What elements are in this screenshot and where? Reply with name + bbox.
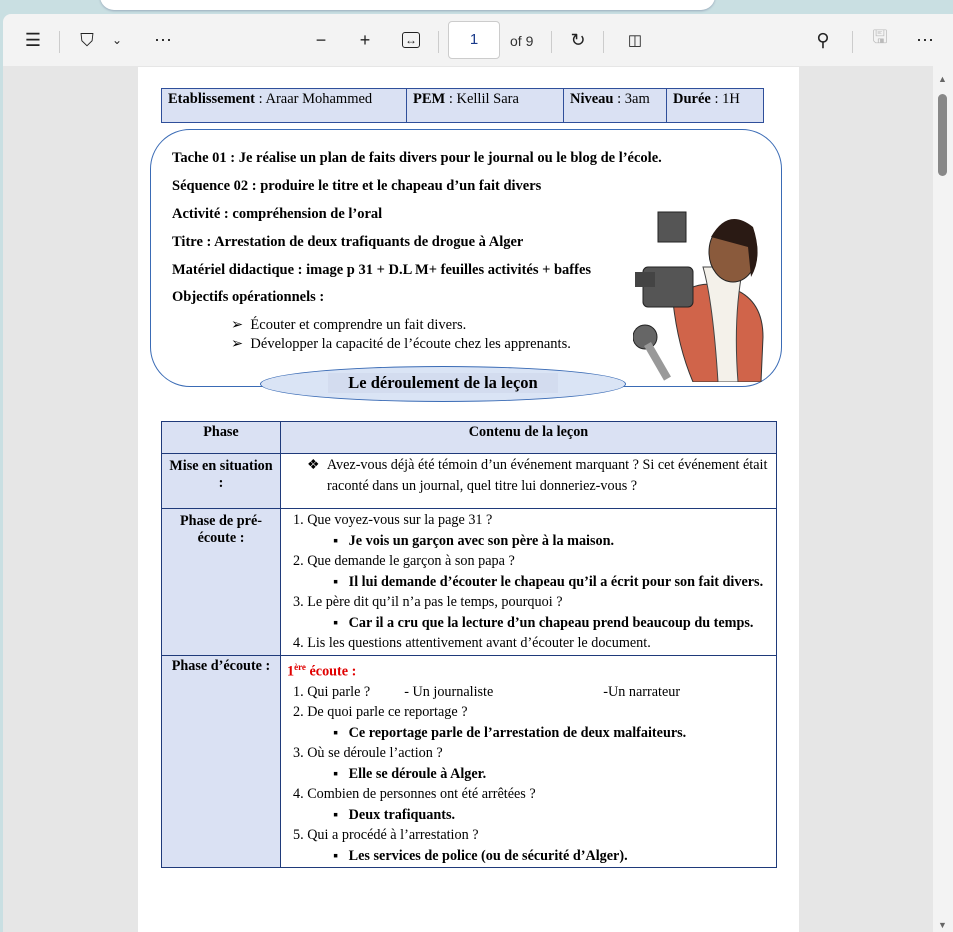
content-cell bbox=[281, 509, 777, 656]
listening-title: 1ère écoute : bbox=[287, 661, 357, 680]
browser-address-bar[interactable] bbox=[100, 0, 715, 10]
activite-line: Activité : compréhension de l’oral bbox=[172, 206, 383, 222]
column-header: Phase bbox=[162, 422, 281, 454]
tache-line: Tache 01 : Je réalise un plan de faits divers pour le journal ou le blog de l’école. bbox=[172, 150, 662, 166]
more-options-icon[interactable]: ⋯ bbox=[916, 29, 934, 50]
titre-line: Titre : Arrestation de deux trafiquants de drogue à Alger bbox=[172, 234, 524, 250]
page-view-icon[interactable]: ◫ bbox=[627, 32, 643, 49]
pdf-toolbar bbox=[3, 14, 953, 66]
content-cell bbox=[281, 454, 777, 509]
sequence-line: Séquence 02 : produire le titre et le chapeau d’un fait divers bbox=[172, 178, 542, 194]
journalist-illustration bbox=[633, 207, 768, 382]
save-icon[interactable]: 🖫 bbox=[872, 27, 888, 47]
table-row bbox=[162, 454, 777, 509]
pem-cell: PEM : Kellil Sara bbox=[407, 89, 564, 123]
question: 4. Lis les questions attentivement avant d’écouter le document. bbox=[293, 635, 651, 651]
highlighter-icon[interactable]: ⛉ bbox=[80, 29, 94, 50]
scrollbar-thumb[interactable] bbox=[938, 94, 947, 176]
answer: ▪ Ce reportage parle de l’arrestation de deux malfaiteurs. bbox=[333, 724, 687, 741]
header-table bbox=[161, 88, 764, 123]
table-row bbox=[162, 655, 777, 868]
answer: ▪ Elle se déroule à Alger. bbox=[333, 765, 487, 782]
phase-label: Mise en situation : bbox=[162, 454, 281, 509]
question: 3. Où se déroule l’action ? bbox=[293, 745, 443, 762]
chevron-down-icon[interactable]: ⌄ bbox=[111, 33, 123, 47]
question: 1. Que voyez-vous sur la page 31 ? bbox=[293, 512, 493, 528]
answer: ▪ Les services de police (ou de sécurité d’Alger). bbox=[333, 847, 628, 864]
document-viewport bbox=[3, 66, 933, 932]
fit-width-icon[interactable]: ↔ bbox=[399, 28, 423, 52]
column-header: Contenu de la leçon bbox=[281, 422, 777, 454]
objectifs-line: Objectifs opérationnels : bbox=[172, 289, 325, 305]
zoom-in-icon[interactable]: + bbox=[359, 29, 371, 50]
scroll-up-icon[interactable]: ▲ bbox=[938, 74, 947, 84]
question: 2. De quoi parle ce reportage ? bbox=[293, 704, 468, 721]
content-cell bbox=[281, 655, 777, 868]
question: 4. Combien de personnes ont été arrêtées ? bbox=[293, 786, 536, 803]
answer: ▪ Il lui demande d’écouter le chapeau qu’il a écrit pour son fait divers. bbox=[333, 573, 764, 590]
page-number-input[interactable]: 1 bbox=[448, 21, 500, 59]
search-icon[interactable]: ⚲ bbox=[816, 29, 830, 50]
lesson-table bbox=[161, 421, 777, 868]
table-of-contents-icon[interactable]: ☰ bbox=[24, 29, 42, 50]
zoom-out-icon[interactable]: − bbox=[315, 29, 327, 50]
rotate-icon[interactable]: ↻ bbox=[570, 29, 586, 50]
answer: ▪ Deux trafiquants. bbox=[333, 806, 456, 823]
question: 2. Que demande le garçon à son papa ? bbox=[293, 553, 515, 569]
content-item: ❖ Avez-vous déjà été témoin d’un événement marquant ? Si cet événement était raconté dans un journal, quel titre lui donneriez-vous ? bbox=[307, 457, 768, 494]
objective-item: ➢ Écouter et comprendre un fait divers. bbox=[231, 317, 467, 333]
pdf-viewer-window bbox=[3, 14, 953, 932]
vertical-scrollbar[interactable] bbox=[933, 66, 953, 932]
duree-cell: Durée : 1H bbox=[667, 89, 764, 123]
phase-label: Phase de pré-écoute : bbox=[162, 509, 281, 656]
phase-label: Phase d’écoute : bbox=[162, 655, 281, 868]
objective-item: ➢ Développer la capacité de l’écoute chez les apprenants. bbox=[231, 336, 571, 352]
answer: ▪ Je vois un garçon avec son père à la maison. bbox=[333, 532, 615, 549]
scroll-down-icon[interactable]: ▼ bbox=[938, 920, 947, 930]
page-total: of 9 bbox=[510, 33, 534, 49]
pdf-page bbox=[138, 67, 799, 932]
etablissement-cell: Etablissement : Araar Mohammed bbox=[162, 89, 407, 123]
answer: ▪ Car il a cru que la lecture d’un chapeau prend beaucoup du temps. bbox=[333, 614, 754, 631]
question: 3. Le père dit qu’il n’a pas le temps, pourquoi ? bbox=[293, 594, 563, 610]
niveau-cell: Niveau : 3am bbox=[564, 89, 667, 123]
question: 5. Qui a procédé à l’arrestation ? bbox=[293, 827, 479, 844]
materiel-line: Matériel didactique : image p 31 + D.L M+ feuilles activités + baffes bbox=[172, 262, 592, 278]
question: 1. Qui parle ? - Un journaliste -Un narrateur bbox=[293, 683, 681, 700]
deroulement-banner: Le déroulement de la leçon bbox=[260, 366, 626, 402]
table-row bbox=[162, 509, 777, 656]
more-tools-icon[interactable]: ⋯ bbox=[154, 29, 172, 50]
